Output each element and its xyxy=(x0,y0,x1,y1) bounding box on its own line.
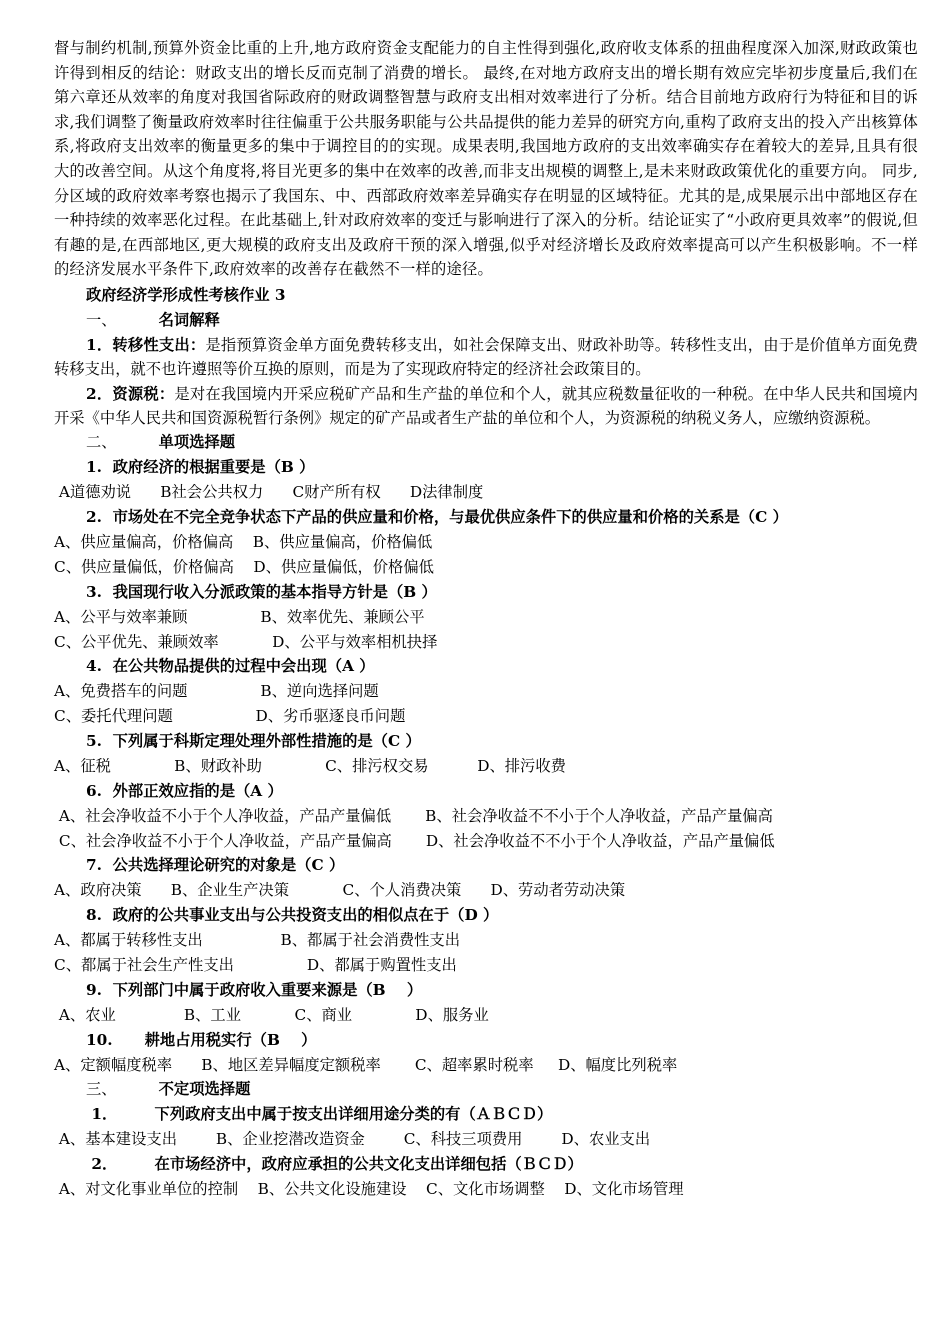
section-number: 二、 xyxy=(86,433,117,452)
question-options: A、对文化事业单位的控制 B、公共文化设施建设 C、文化市场调整 D、文化市场管理 xyxy=(54,1180,684,1199)
assignment-title: 政府经济学形成性考核作业 3 xyxy=(86,285,286,304)
question-options: A、征税 B、财政补助 C、排污权交易 D、排污收费 xyxy=(54,756,566,775)
question-options: C、都属于社会生产性支出 D、都属于购置性支出 xyxy=(54,955,457,974)
question-options: C、社会净收益不小于个人净收益，产品产量偏高 D、社会净收益不不小于个人净收益，产品产量偏低 xyxy=(54,831,775,850)
question-options: C、供应量偏低，价格偏高 D、供应量偏低，价格偏低 xyxy=(54,557,434,576)
definition-term: 2．资源税： xyxy=(86,384,175,403)
question-options: C、公平优先、兼顾效率 D、公平与效率相机抉择 xyxy=(54,632,438,651)
section-title: 不定项选择题 xyxy=(158,1080,251,1099)
question-options: A、基本建设支出 B、企业挖潜改造资金 C、科技三项费用 D、农业支出 xyxy=(54,1130,651,1149)
question: 1. 政府经济的根据重要是（B ） xyxy=(86,458,315,477)
definition-term: 1．转移性支出： xyxy=(86,335,206,354)
question-options: A、都属于转移性支出 B、都属于社会消费性支出 xyxy=(54,931,461,950)
question: 2． 在市场经济中，政府应承担的公共文化支出详细包括（ＢＣＤ） xyxy=(86,1155,583,1174)
section-number: 一、 xyxy=(86,310,117,329)
question: 5. 下列属于科斯定理处理外部性措施的是（C ） xyxy=(86,731,421,750)
single-choice-list xyxy=(54,455,918,1077)
section-heading-3 xyxy=(54,1077,918,1102)
section-heading-2 xyxy=(54,430,918,455)
document-page xyxy=(54,36,918,1202)
question: 9. 下列部门中属于政府收入重要来源是（B ） xyxy=(86,980,423,999)
definition-text: 是对在我国境内开采应税矿产品和生产盐的单位和个人，就其应税数量征收的一种税。在中华人民共和国境内开采《中华人民共和国资源税暂行条例》规定的矿产品或者生产盐的单位和个人，为资源税的纳税义务人，应缴纳资源税。 xyxy=(54,384,918,427)
question-options: A道德劝说 B社会公共权力 C财产所有权 D法律制度 xyxy=(54,483,484,502)
question-options: A、公平与效率兼顾 B、效率优先、兼顾公平 xyxy=(54,607,425,626)
section-title: 单项选择题 xyxy=(158,433,236,452)
question: 4. 在公共物品提供的过程中会出现（A ） xyxy=(86,657,375,676)
question: 10. 耕地占用税实行（B ） xyxy=(86,1030,317,1049)
question: 8. 政府的公共事业支出与公共投资支出的相似点在于（D ） xyxy=(86,906,499,925)
definition-text: 是指预算资金单方面免费转移支出，如社会保障支出、财政补助等。转移性支出，由于是价值单方面免费转移支出，就不也许遵照等价互换的原则，而是为了实现政府特定的经济社会政策目的。 xyxy=(54,335,918,379)
question-options: A、农业 B、工业 C、商业 D、服务业 xyxy=(54,1005,489,1024)
question-options: A、政府决策 B、企业生产决策 C、个人消费决策 D、劳动者劳动决策 xyxy=(54,881,626,900)
question: 7. 公共选择理论研究的对象是（C ） xyxy=(86,856,345,875)
multi-choice-list xyxy=(54,1102,918,1202)
question-options: C、委托代理问题 D、劣币驱逐良币问题 xyxy=(54,707,406,726)
question-options: A、免费搭车的问题 B、逆向选择问题 xyxy=(54,682,379,701)
question: 6. 外部正效应指的是（A ） xyxy=(86,781,283,800)
definition-1 xyxy=(54,333,918,382)
question-options: A、社会净收益不小于个人净收益，产品产量偏低 B、社会净收益不不小于个人净收益，产品产量偏高 xyxy=(54,806,773,825)
intro-paragraph: 督与制约机制,预算外资金比重的上升,地方政府资金支配能力的自主性得到强化,政府收支体系的扭曲程度深入加深,财政政策也许得到相反的结论：财政支出的增长反而克制了消费的增长。 最终,在对地方政府支出的增长期有效应完毕初步度量后,我们在第六章还从效率的角度对我国省际政府的财政调整智慧与政府支出相对效率进行了分析。结合目前地方政府行为特征和目的诉求,我们调整了衡量政府效率时往往偏重于公共服务职能与公共品提供的能力差异的研究方向,重构了政府支出的投入产出核算体系,将政府支出效率的衡量更多的集中于调控目的的实现。成果表明,我国地方政府的支出效率确实存在着较大的差异,且具有很大的改善空间。从这个角度将,将目光更多的集中在效率的改善,而非支出规模的调整上,是未来财政政策优化的重要方向。 同步,分区域的政府效率考察也揭示了我国东、中、西部政府效率差异确实存在明显的区域特征。尤其的是,成果展示出中部地区存在一种持续的效率恶化过程。在此基础上,针对政府效率的变迁与影响进行了深入的分析。结论证实了“小政府更具效率”的假说,但有趣的是,在西部地区,更大规模的政府支出及政府干预的深入增强,似乎对经济增长及政府效率提高可以产生积极影响。不一样的经济发展水平条件下,政府效率的改善存在截然不一样的途径。 xyxy=(54,39,918,279)
question: 3. 我国现行收入分派政策的基本指导方针是（B ） xyxy=(86,582,437,601)
question: 2. 市场处在不完全竞争状态下产品的供应量和价格，与最优供应条件下的供应量和价格的关系是（C ） xyxy=(86,508,788,527)
section-heading-1 xyxy=(54,308,918,333)
question-options: A、定额幅度税率 B、地区差异幅度定额税率 C、超率累时税率 D、幅度比列税率 xyxy=(54,1055,678,1074)
definition-2 xyxy=(54,382,918,431)
question-options: A、供应量偏高，价格偏高 B、供应量偏高，价格偏低 xyxy=(54,533,433,552)
section-number: 三、 xyxy=(86,1080,117,1099)
question: 1． 下列政府支出中属于按支出详细用途分类的有（ＡＢＣＤ） xyxy=(86,1105,553,1124)
section-title: 名词解释 xyxy=(158,310,220,329)
